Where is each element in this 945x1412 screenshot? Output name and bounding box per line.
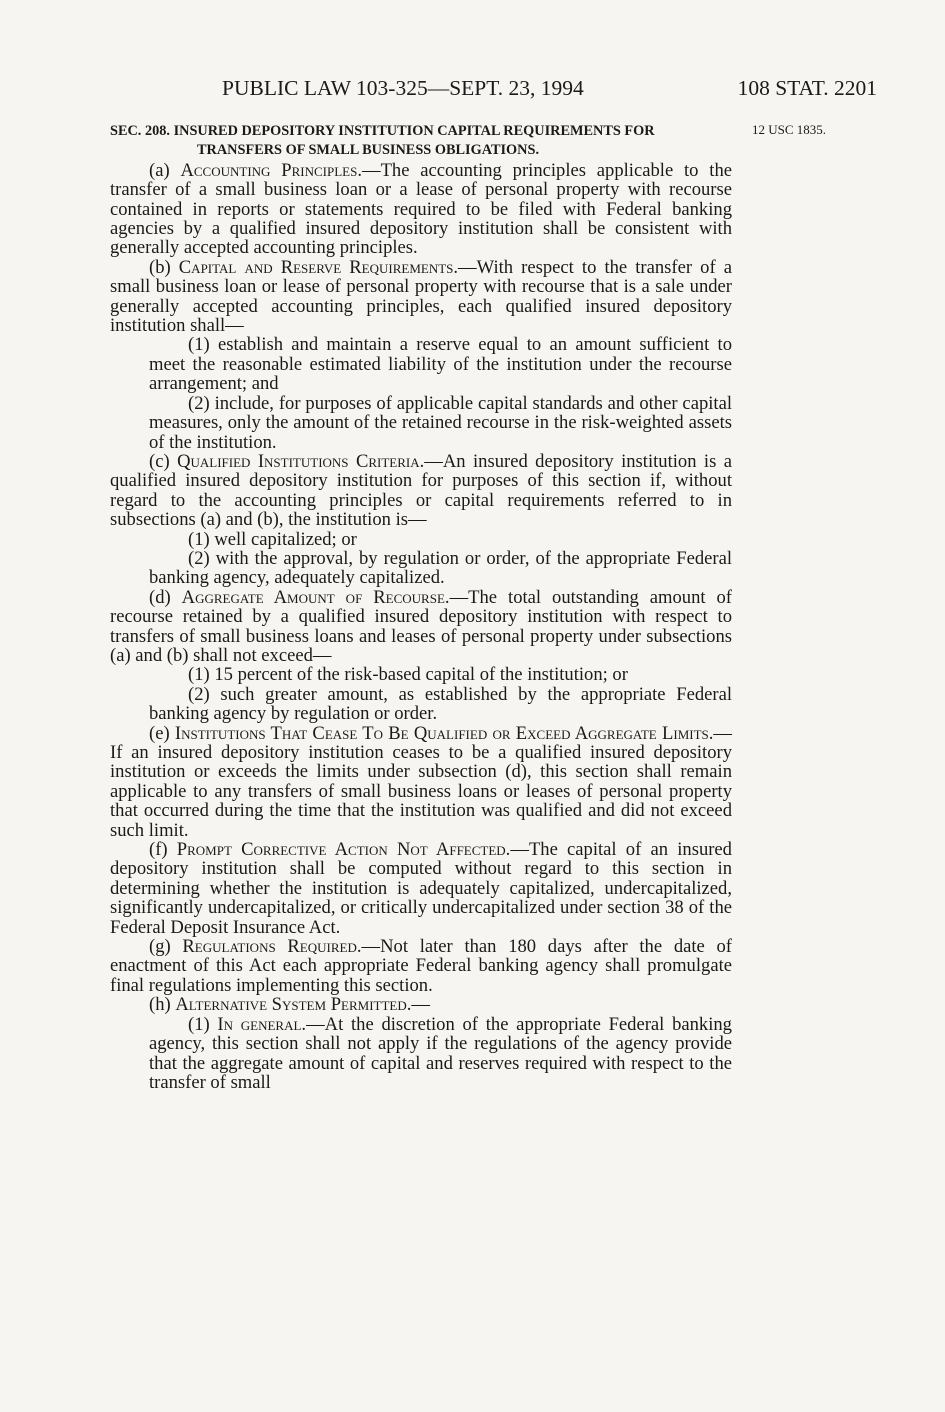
subsection-e-caption: Institutions That Cease To Be Qualified or Exceed Aggregate Limits.: [174, 722, 714, 744]
subsection-c-caption: Qualified Institutions Criteria.: [177, 450, 425, 472]
subsection-d-text: —The total outstanding amount of recourse retained by a qualified insured depository institution with respect to transfers of small business loans and leases of personal property under subsections (a) and (b) shall not exceed—: [110, 586, 732, 666]
header-title: PUBLIC LAW 103-325—SEPT. 23, 1994: [222, 76, 584, 100]
section-number: SEC. 208.: [110, 123, 170, 139]
subsection-h: [110, 995, 732, 1014]
subsection-d: [110, 588, 732, 666]
subsection-e-label: (e): [149, 722, 175, 744]
subsection-f-caption: Prompt Corrective Action Not Affected.: [176, 839, 511, 861]
subsection-a-text: —The accounting principles applicable to the transfer of a small business loan or a lease of personal property with recourse contained in reports or statements required to be filed with Federal banking agencies by a qualified insured depository institution shall be consistent with generally accepted accounting principles.: [110, 159, 732, 259]
section-body: [110, 120, 732, 1092]
subsection-h-item-1: [110, 1015, 732, 1093]
subsection-c-text: —An insured depository institution is a qualified insured depository institution for purposes of this section if, without regard to the accounting principles or capital requirements referred to in subsections (a) and (b), the institution is—: [110, 450, 732, 531]
subsection-h-item-1-caption: In general.: [217, 1013, 307, 1035]
subsection-b-text: —With respect to the transfer of a small business loan or lease of personal property with recourse that is a sale under generally accepted accounting principles, each qualified insured depository institution shall—: [110, 256, 732, 337]
subsection-f: [110, 840, 732, 937]
subsection-h-label: (h): [149, 994, 176, 1016]
subsection-d-label: (d): [149, 586, 182, 608]
subsection-g: [110, 937, 732, 995]
subsection-h-text: —: [411, 994, 430, 1016]
subsection-a: [110, 161, 732, 258]
subsection-d-caption: Aggregate Amount of Recourse.: [181, 586, 450, 608]
subsection-c-item-1: (1) well capitalized; or: [188, 528, 357, 550]
running-header: [222, 76, 877, 108]
subsection-b-label: (b): [149, 256, 179, 278]
subsection-c-label: (c): [149, 450, 178, 472]
margin-citation: 12 USC 1835.: [752, 122, 827, 137]
subsection-a-label: (a): [149, 159, 181, 181]
subsection-h-item-1-label: (1): [188, 1013, 218, 1035]
subsection-h-item-1-text: —At the discretion of the appropriate Federal banking agency, this section shall not apply if the regulations of the agency provide that the aggregate amount of capital and reserves required with respect to the transfer of small: [149, 1013, 732, 1093]
subsection-g-label: (g): [149, 936, 183, 958]
header-stat-page: 108 STAT. 2201: [737, 76, 877, 100]
subsection-c-item-2: (2) with the approval, by regulation or order, of the appropriate Federal banking agency, adequately capitalized.: [149, 547, 732, 589]
subsection-c: [110, 452, 732, 530]
subsection-d-item-1: (1) 15 percent of the risk-based capital of the institution; or: [188, 664, 628, 686]
subsection-h-caption: Alternative System Permitted.: [175, 994, 412, 1016]
subsection-b-item-1: (1) establish and maintain a reserve equal to an amount sufficient to meet the reasonable estimated liability of the institution under the recourse arrangement; and: [149, 334, 732, 395]
section-heading-text: INSURED DEPOSITORY INSTITUTION CAPITAL REQUIREMENTS FOR TRANSFERS OF SMALL BUSINESS OBLIGATIONS.: [173, 123, 655, 159]
subsection-e: [110, 724, 732, 840]
subsection-g-caption: Regulations Required.: [182, 936, 362, 958]
subsection-b-caption: Capital and Reserve Requirements.: [178, 256, 459, 278]
subsection-d-item-2: (2) such greater amount, as established by the appropriate Federal banking agency by regulation or order.: [149, 683, 732, 725]
subsection-b: [110, 258, 732, 336]
subsection-f-label: (f): [149, 839, 177, 861]
subsection-b-item-2: (2) include, for purposes of applicable capital standards and other capital measures, only the amount of the retained recourse in the risk-weighted assets of the institution.: [149, 392, 732, 453]
subsection-f-text: —The capital of an insured depository institution shall be computed without regard to this section in determining whether the institution is adequately capitalized, undercapitalized, significantly undercapitalized, or critically undercapitalized under section 38 of the Federal Deposit Insurance Act.: [110, 839, 732, 938]
subsection-a-caption: Accounting Principles.: [180, 159, 362, 181]
subsection-e-text: —If an insured depository institution ceases to be a qualified insured depository institution or exceeds the limits under subsection (d), this section shall remain applicable to any transfers of small business loans or leases of personal property that occurred during the time that the institution was qualified and did not exceed such limit.: [110, 722, 732, 841]
section-heading: [110, 120, 732, 161]
subsection-g-text: —Not later than 180 days after the date of enactment of this Act each appropriate Federal banking agency shall promulgate final regulations implementing this section.: [110, 936, 732, 996]
